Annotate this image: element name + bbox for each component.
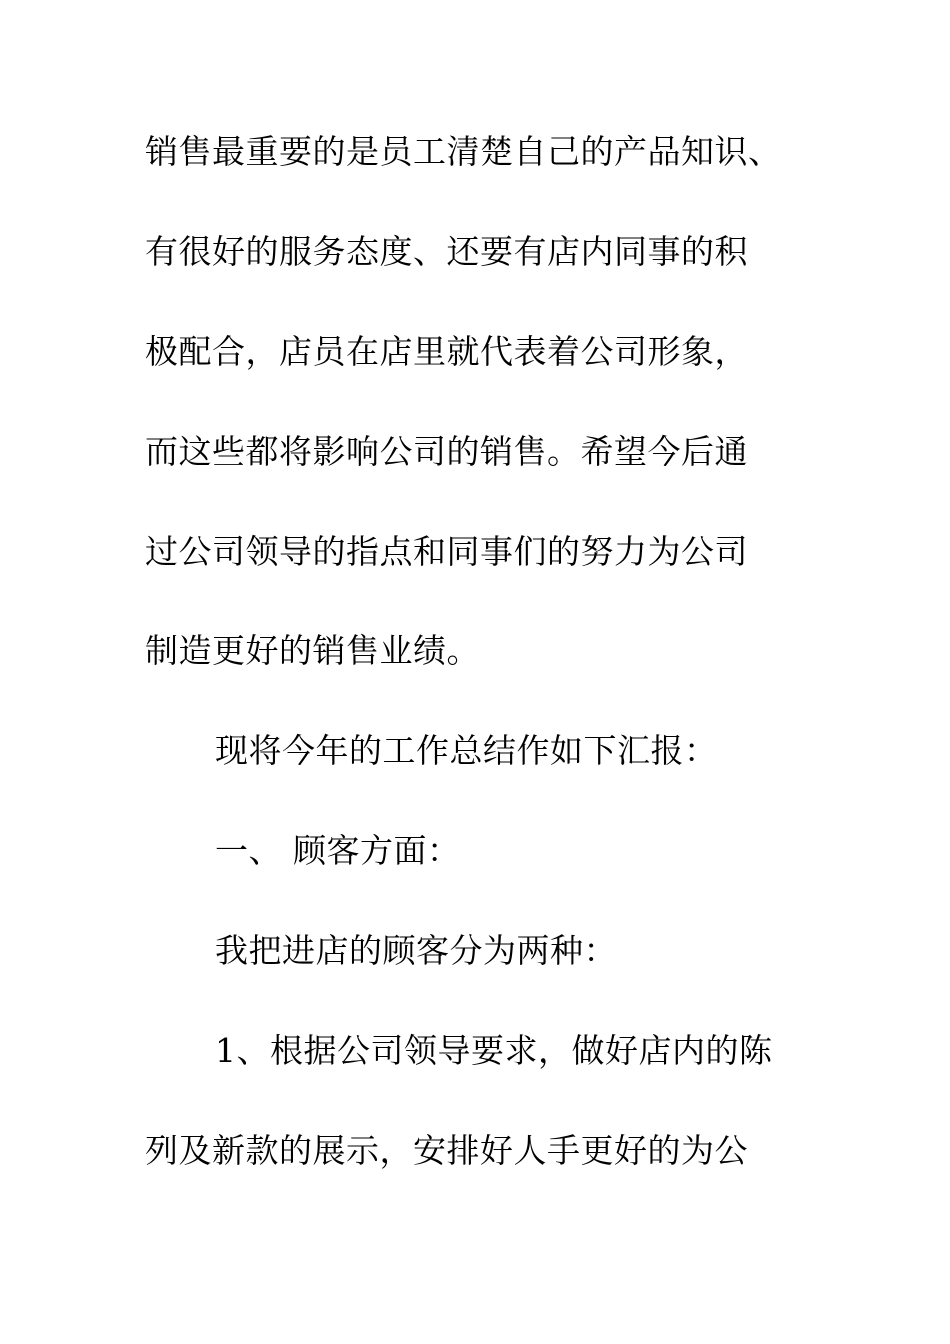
paragraph-line-2: 有很好的服务态度、还要有店内同事的积 [145, 232, 748, 271]
paragraph-line-6: 制造更好的销售业绩。 [145, 631, 480, 670]
list-item-1-line-2: 列及新款的展示，安排好人手更好的为公 [145, 1131, 748, 1170]
section-heading-customers: 一、 顾客方面： [215, 831, 461, 870]
customer-types-line: 我把进店的顾客分为两种： [215, 931, 617, 970]
report-intro-line: 现将今年的工作总结作如下汇报： [215, 731, 718, 770]
paragraph-line-1: 销售最重要的是员工清楚自己的产品知识、 [145, 132, 782, 171]
list-item-1-line-1: 1、根据公司领导要求，做好店内的陈 [215, 1031, 773, 1070]
paragraph-line-3: 极配合，店员在店里就代表着公司形象， [145, 332, 748, 371]
paragraph-line-5: 过公司领导的指点和同事们的努力为公司 [145, 532, 748, 571]
paragraph-line-4: 而这些都将影响公司的销售。希望今后通 [145, 432, 748, 471]
